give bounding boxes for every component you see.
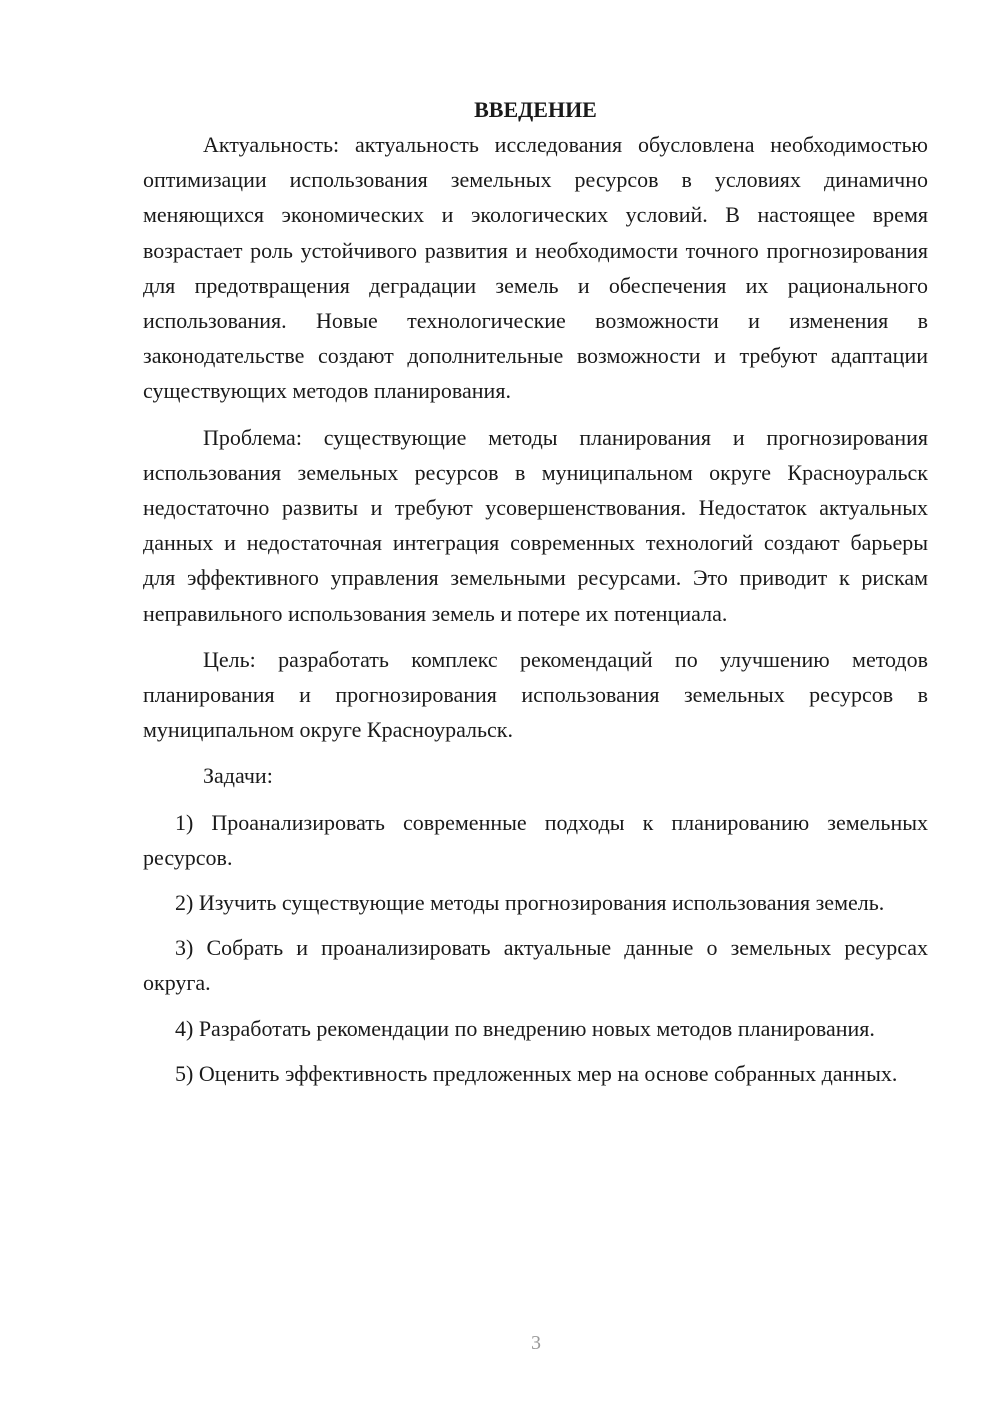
- task-item-1: 1) Проанализировать современные подходы к планированию земельных ресурсов.: [143, 809, 928, 870]
- paragraph-problem: Проблема: существующие методы планирования и прогнозирования использования земельных ресурсов в муниципальном округе Красноуральск недостаточно развиты и требуют усовершенствования. Недостаток актуальных данных и недостаточная интеграция современных технологий создают барьеры для эффективного управления земельными ресурсами. Это приводит к рискам неправильного использования земель и потере их потенциала.: [143, 424, 928, 626]
- page-number: 3: [531, 1332, 541, 1354]
- paragraph-tasks-heading: Задачи:: [203, 763, 273, 789]
- task-item-2: 2) Изучить существующие методы прогнозирования использования земель.: [175, 890, 885, 916]
- section-title: ВВЕДЕНИЕ: [474, 97, 597, 122]
- paragraph-goal: Цель: разработать комплекс рекомендаций по улучшению методов планирования и прогнозирования использования земельных ресурсов в муниципальном округе Красноуральск.: [143, 646, 928, 743]
- task-item-3: 3) Собрать и проанализировать актуальные данные о земельных ресурсах округа.: [143, 935, 928, 996]
- page-content: [143, 92, 928, 1101]
- paragraph-relevance: Актуальность: актуальность исследования обусловлена необходимостью оптимизации использования земельных ресурсов в условиях динамично меняющихся экономических и экологических условий. В настоящее время возрастает роль устойчивого развития и необходимости точного прогнозирования для предотвращения деградации земель и обеспечения их рационального использования. Новые технологические возможности и изменения в законодательстве создают дополнительные возможности и требуют адаптации существующих методов планирования.: [143, 132, 928, 404]
- task-item-5: 5) Оценить эффективность предложенных мер на основе собранных данных.: [175, 1060, 898, 1086]
- task-item-4: 4) Разработать рекомендации по внедрению новых методов планирования.: [175, 1015, 875, 1041]
